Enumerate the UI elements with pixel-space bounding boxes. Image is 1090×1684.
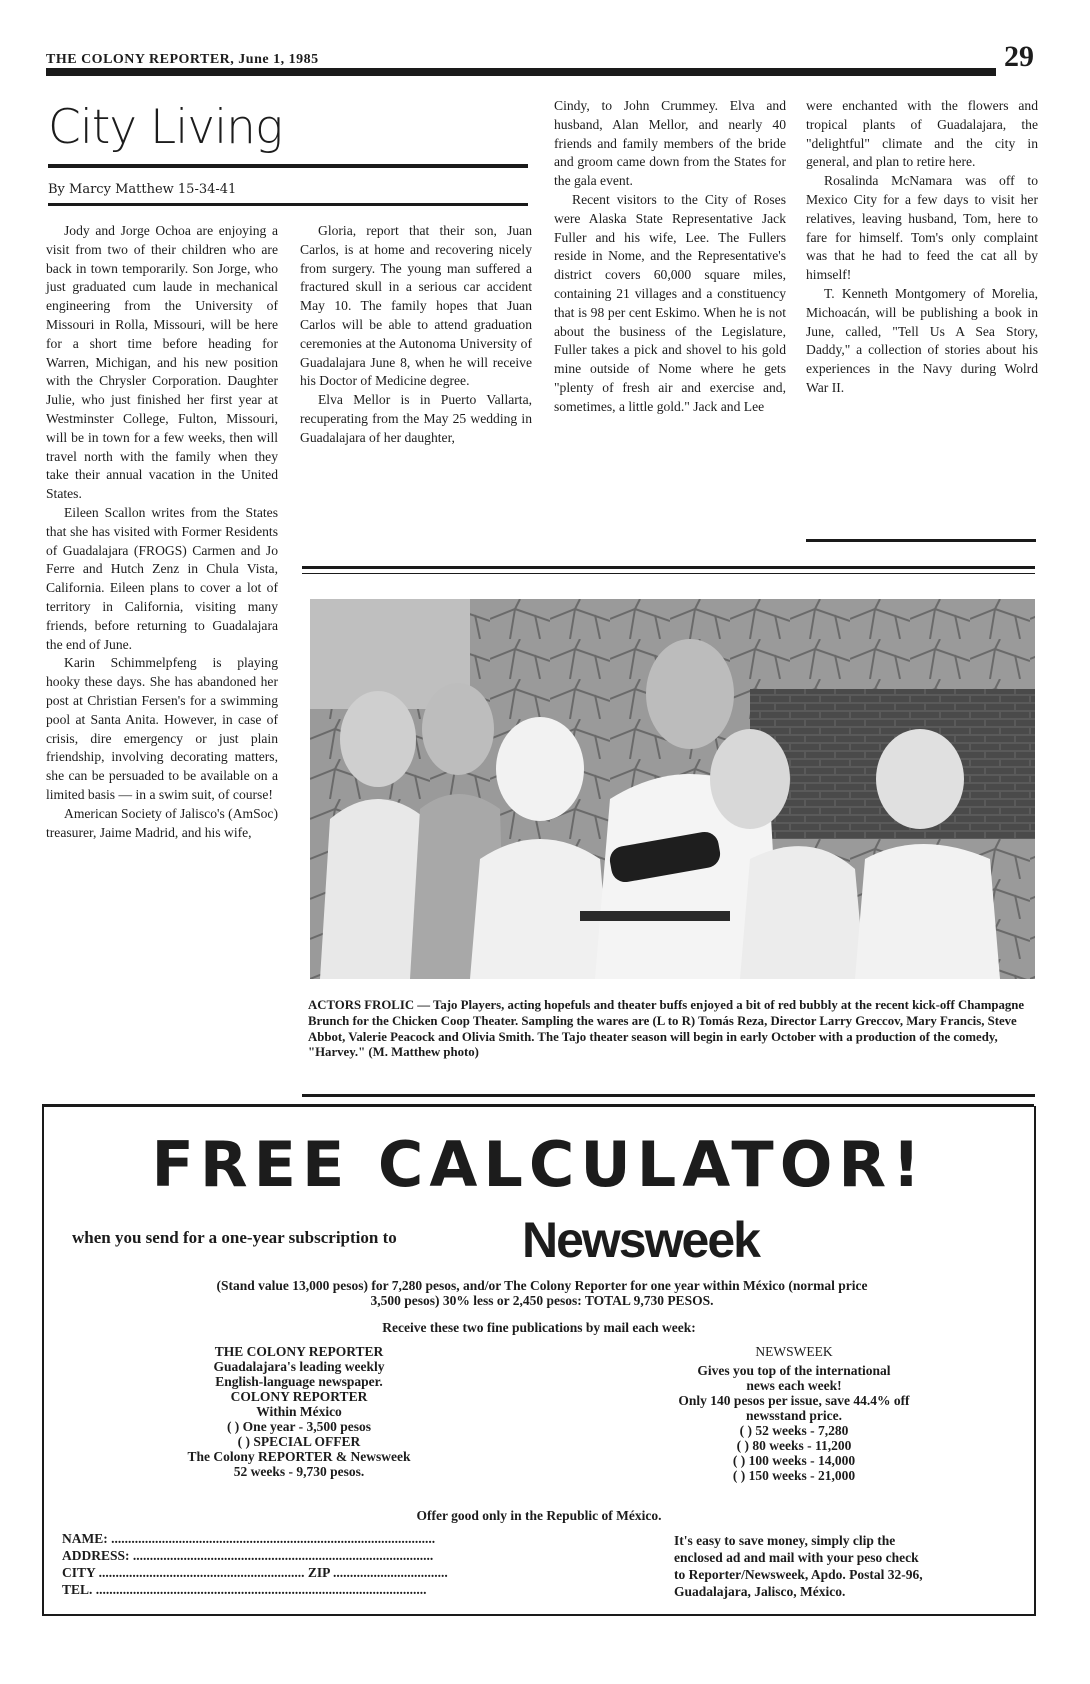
article-column-1 <box>46 222 278 842</box>
mail-instructions <box>674 1532 1019 1600</box>
offer-desc: English-language newspaper. <box>215 1374 383 1389</box>
offer-title: THE COLONY REPORTER <box>214 1344 384 1359</box>
name-label: NAME <box>62 1531 104 1546</box>
paragraph: Elva Mellor is in Puerto Vallarta, recuperating from the May 25 wedding in Guadalajara of her daughter, <box>300 392 532 445</box>
paragraph: were enchanted with the flowers and tropical plants of Guadalajara, the "delightful" climate and the city in general, and plan to retire here. <box>806 98 1038 170</box>
option-80-weeks[interactable]: ( ) 80 weeks - 11,200 <box>736 1438 852 1453</box>
option-52-weeks[interactable]: ( ) 52 weeks - 7,280 <box>739 1423 849 1438</box>
calculator-advertisement <box>42 1106 1036 1616</box>
paragraph: American Society of Jalisco's (AmSoc) treasurer, Jaime Madrid, and his wife, <box>46 805 278 840</box>
paragraph: Rosalinda McNamara was off to Mexico City for a few days to visit her relatives, leaving husband, Tom, here to fare for himself. Tom's only complaint was that he had to feed the cat all by himself! <box>806 173 1038 283</box>
address-label: ADDRESS <box>62 1548 126 1563</box>
city-label: CITY <box>62 1565 96 1580</box>
newsweek-logo: Newsweek <box>522 1212 759 1268</box>
ad-subhead: when you send for a one-year subscription to <box>72 1228 397 1247</box>
option-100-weeks[interactable]: ( ) 100 weeks - 14,000 <box>732 1453 856 1468</box>
offer-desc: Gives you top of the international <box>697 1363 891 1378</box>
terms-line-2: 3,500 pesos) 30% less or 2,450 pesos: TOTAL 9,730 PESOS. <box>370 1293 714 1308</box>
paragraph: Recent visitors to the City of Roses were Alaska State Representative Jack Fuller and his wife, Lee. The Fullers reside in Nome, and the Representative's district covers 60,000 square miles, containing 21 villages and a constituency that is 98 per cent Eskimo. When he is not about the business of the Legislature, Fuller takes a pick and shovel to his gold mine outside of Nome where he gets "plenty of fresh air and exercise and, sometimes, a little gold." Jack and Lee <box>554 191 786 414</box>
byline: By Marcy Matthew 15-34-41 <box>48 182 237 197</box>
city-zip-field[interactable]: CITY ............................................................. ZIP .................................. <box>62 1565 448 1580</box>
photo-illustration <box>310 599 1035 979</box>
combo-title: The Colony REPORTER & Newsweek <box>187 1449 411 1464</box>
tel-label: TEL <box>62 1582 90 1597</box>
caption-bottom-rule <box>302 1094 1035 1097</box>
option-special-offer[interactable]: ( ) SPECIAL OFFER <box>237 1434 361 1449</box>
tel-field[interactable]: TEL. .................................................................................................. <box>62 1582 427 1597</box>
offer-validity: Offer good only in the Republic of México. <box>416 1508 662 1523</box>
terms-line-1: (Stand value 13,000 pesos) for 7,280 pesos, and/or The Colony Reporter for one year within México (normal price <box>216 1278 868 1293</box>
offer-title: NEWSWEEK <box>755 1344 833 1359</box>
offer-subtitle: Within México <box>256 1404 342 1419</box>
page-number: 29 <box>1004 40 1034 73</box>
title-rule <box>48 164 528 168</box>
colony-reporter-offer <box>134 1344 464 1479</box>
header-rule <box>46 68 996 76</box>
option-150-weeks[interactable]: ( ) 150 weeks - 21,000 <box>732 1468 856 1483</box>
ad-terms <box>62 1278 1022 1308</box>
group-photo <box>310 599 1035 979</box>
offer-desc: newsstand price. <box>745 1408 842 1423</box>
photo-top-rule <box>302 566 1035 569</box>
mail-line: It's easy to save money, simply clip the <box>674 1533 896 1548</box>
page-header <box>46 40 1034 78</box>
zip-label: ZIP <box>307 1565 330 1580</box>
option-one-year[interactable]: ( ) One year - 3,500 pesos <box>226 1419 372 1434</box>
article-column-4 <box>806 97 1038 398</box>
ad-headline: FREE CALCULATOR! <box>151 1128 927 1201</box>
article-column-3 <box>554 97 786 417</box>
article-column-2 <box>300 222 532 448</box>
offer-desc: Guadalajara's leading weekly <box>213 1359 385 1374</box>
photo-caption: ACTORS FROLIC — Tajo Players, acting hopefuls and theater buffs enjoyed a bit of red bubbly at the recent kick-off Champagne Brunch for the Chicken Coop Theater. Sampling the wares are (L to R) Tomás Reza, Director Larry Greccov, Mary Francis, Steve Abbot, Valerie Peacock and Olivia Smith. The Tajo theater season will begin in early October with a production of the comedy, "Harvey." (M. Matthew photo) <box>308 998 1025 1060</box>
combo-price: 52 weeks - 9,730 pesos. <box>233 1464 365 1479</box>
column-end-rule <box>806 539 1036 542</box>
paragraph: Karin Schimmelpfeng is playing hooky these days. She has abandoned her post at Christian Fersen's for a swimming pool at Santa Anita. However, in case of crisis, dire emergency or just plain friendship, involving decorating matters, she can be persuaded to be available on a limited basis — in a swim suit, of course! <box>46 655 278 802</box>
masthead-date: THE COLONY REPORTER, June 1, 1985 <box>46 52 319 67</box>
paragraph: T. Kenneth Montgomery of Morelia, Michoacán, will be publishing a book in June, called, "Tell Us A Sea Story, Daddy," a collection of stories about his experiences in the Navy during Wolrd War II. <box>806 285 1038 395</box>
paragraph: Gloria, report that their son, Juan Carlos, is at home and recovering nicely from surgery. The young man suffered a fractured skull in a serious car accident May 10. The family hopes that Juan Carlos will be able to attend graduation ceremonies at the Autonoma University of Guadalajara June 8, when he will receive his Doctor of Medicine degree. <box>300 223 532 389</box>
paragraph: Cindy, to John Crummey. Elva and husband, Alan Mellor, and nearly 40 friends and family members of the bride and groom came down from the States for the gala event. <box>554 98 786 189</box>
offer-desc: news each week! <box>746 1378 842 1393</box>
offer-desc: Only 140 pesos per issue, save 44.4% off <box>678 1393 910 1408</box>
name-field[interactable]: NAME: ................................................................................................ <box>62 1531 436 1546</box>
receive-line: Receive these two fine publications by mail each week: <box>382 1320 696 1335</box>
mail-line: to Reporter/Newsweek, Apdo. Postal 32-96, <box>674 1567 923 1582</box>
address-field[interactable]: ADDRESS: ......................................................................................... <box>62 1548 434 1563</box>
offer-subtitle: COLONY REPORTER <box>230 1389 368 1404</box>
section-title: City Living <box>48 100 283 155</box>
mail-line: enclosed ad and mail with your peso check <box>674 1550 919 1565</box>
newsweek-offer <box>624 1344 964 1483</box>
photo-top-rule-thin <box>302 573 1035 574</box>
paragraph: Eileen Scallon writes from the States that she has visited with Former Residents of Guadalajara (FROGS) Carmen and Jo Ferre and Hutch Zenz in Chula Vista, California. Eileen plans to cover a lot of territory in California, visiting many friends, before returning to Guadalajara the end of June. <box>46 504 278 652</box>
paragraph: Jody and Jorge Ochoa are enjoying a visit from two of their children who are back in town temporarily. Son Jorge, who just graduated cum laude in mechanical engineering from the University of Missouri in Rolla, Missouri, will be here for a short time before heading for Warren, Michigan, and his new position with the Chrysler Corporation. Daughter Julie, who just finished her first year at Westminster College, Fulton, Missouri, will be in town for a few weeks, then will travel north with the family when they take their annual vacation in the United States. <box>46 223 278 502</box>
byline-rule <box>48 203 528 206</box>
mail-line: Guadalajara, Jalisco, México. <box>674 1584 846 1599</box>
subscription-form <box>62 1530 662 1598</box>
